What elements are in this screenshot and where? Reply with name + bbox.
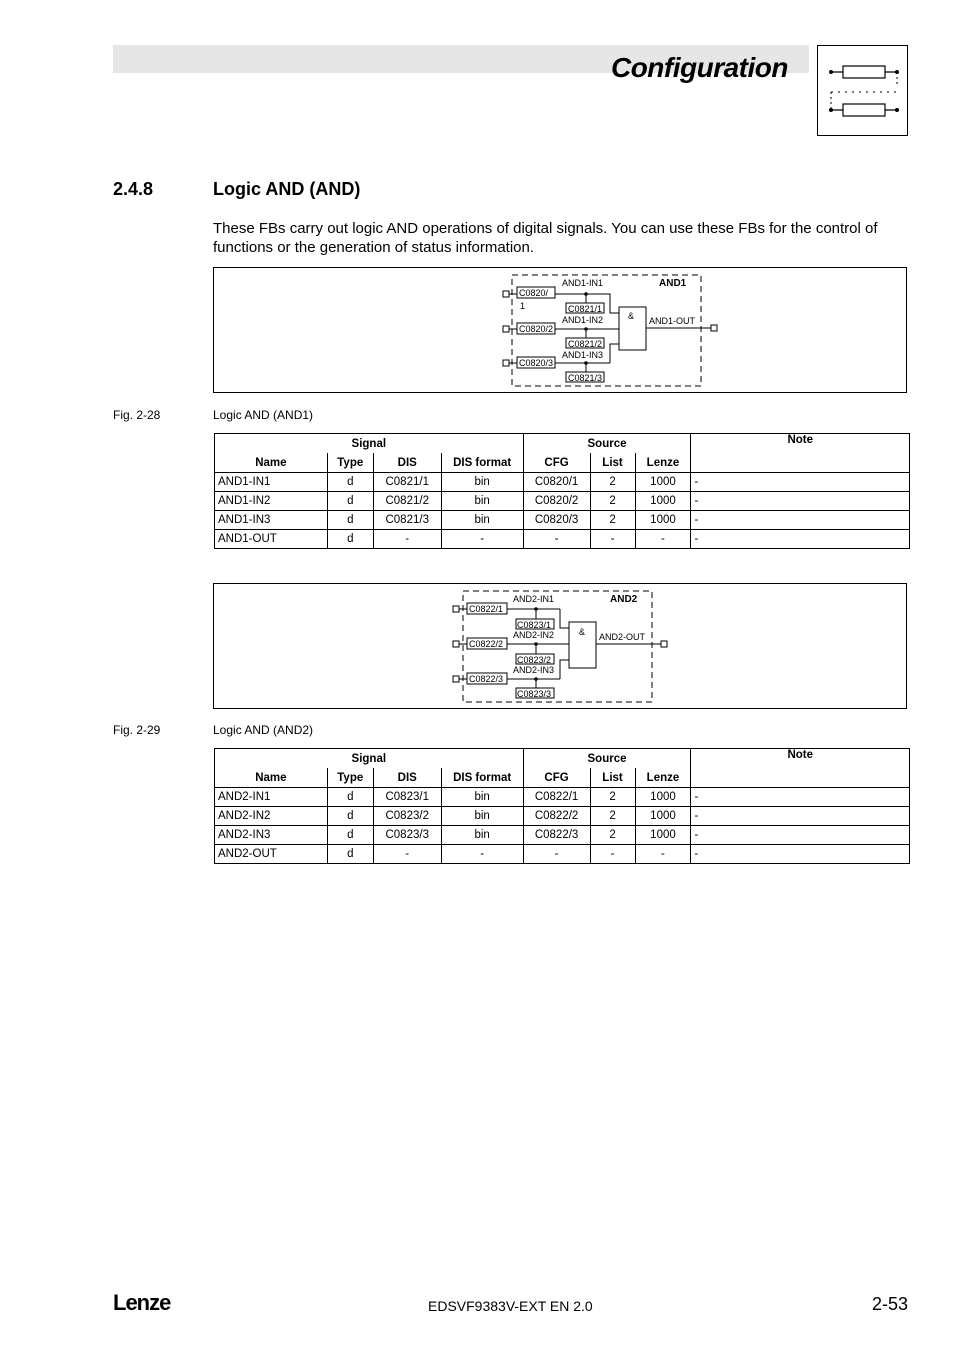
col-lenze: Lenze bbox=[635, 768, 691, 788]
table-row bbox=[215, 826, 910, 845]
table-cell: C0823/3 bbox=[373, 826, 441, 845]
table-cell: AND1-IN2 bbox=[215, 492, 328, 511]
input-3-dis: C0823/3 bbox=[517, 689, 552, 699]
table-cell: - bbox=[590, 845, 635, 864]
input-1-name: AND1-IN1 bbox=[562, 278, 604, 288]
lenze-logo: Lenze bbox=[113, 1290, 171, 1315]
table-cell: bin bbox=[441, 807, 523, 826]
circuit-icon bbox=[817, 45, 908, 136]
input-2-cfg: C0820/2 bbox=[519, 324, 554, 334]
table-cell: 1000 bbox=[635, 492, 691, 511]
table-cell: AND1-OUT bbox=[215, 530, 328, 549]
input-3-name: AND1-IN3 bbox=[562, 350, 604, 360]
input-3-dis: C0821/3 bbox=[568, 373, 603, 383]
col-list: List bbox=[590, 453, 635, 473]
col-cfg: CFG bbox=[523, 453, 590, 473]
input-2-dis: C0821/2 bbox=[568, 339, 603, 349]
table-cell: C0822/2 bbox=[523, 807, 590, 826]
table-cell: 2 bbox=[590, 511, 635, 530]
table-cell: - bbox=[373, 530, 441, 549]
table-cell: 2 bbox=[590, 807, 635, 826]
col-name: Name bbox=[215, 768, 328, 788]
input-3-name: AND2-IN3 bbox=[513, 665, 555, 675]
table-body bbox=[215, 473, 910, 549]
table-cell: d bbox=[327, 788, 373, 807]
table-cell: - bbox=[373, 845, 441, 864]
col-dis: DIS bbox=[373, 768, 441, 788]
table-cell: AND1-IN1 bbox=[215, 473, 328, 492]
table-cell: bin bbox=[441, 788, 523, 807]
table-cell: - bbox=[523, 845, 590, 864]
table-cell: C0820/3 bbox=[523, 511, 590, 530]
figure-and1 bbox=[213, 267, 907, 393]
table-cell: - bbox=[691, 788, 910, 807]
table-cell: 1000 bbox=[635, 807, 691, 826]
table-cell: 2 bbox=[590, 826, 635, 845]
section-number: 2.4.8 bbox=[113, 179, 154, 199]
out-label: AND1-OUT bbox=[649, 316, 696, 326]
signal-table-and2 bbox=[214, 748, 910, 864]
table-row bbox=[215, 492, 910, 511]
signal-table-and1 bbox=[214, 433, 910, 549]
input-1-dis: C0823/1 bbox=[517, 620, 552, 630]
note-header: Note bbox=[691, 749, 910, 788]
table-cell: bin bbox=[441, 511, 523, 530]
col-name: Name bbox=[215, 453, 328, 473]
table-cell: C0821/3 bbox=[373, 511, 441, 530]
table-cell: 1000 bbox=[635, 473, 691, 492]
intro-paragraph: These FBs carry out logic AND operations of digital signals. You can use these FBs for the control of functions or the generation of status information. bbox=[213, 220, 878, 256]
table-row bbox=[215, 511, 910, 530]
table-cell: d bbox=[327, 492, 373, 511]
source-header: Source bbox=[523, 749, 691, 769]
table-cell: - bbox=[691, 826, 910, 845]
table-cell: AND2-OUT bbox=[215, 845, 328, 864]
signal-header: Signal bbox=[215, 434, 524, 454]
and2-block-diagram bbox=[214, 584, 906, 708]
table-cell: C0823/1 bbox=[373, 788, 441, 807]
table-cell: - bbox=[441, 530, 523, 549]
input-2-dis: C0823/2 bbox=[517, 655, 552, 665]
col-type: Type bbox=[327, 453, 373, 473]
table-cell: bin bbox=[441, 492, 523, 511]
table-cell: d bbox=[327, 826, 373, 845]
table-cell: bin bbox=[441, 473, 523, 492]
table-cell: - bbox=[691, 530, 910, 549]
document-id: EDSVF9383V-EXT EN 2.0 bbox=[428, 1298, 593, 1314]
gate-symbol: & bbox=[628, 311, 635, 321]
source-header: Source bbox=[523, 434, 691, 454]
table-cell: d bbox=[327, 807, 373, 826]
figure-caption-29: Logic AND (AND2) bbox=[213, 723, 314, 737]
table-cell: - bbox=[523, 530, 590, 549]
col-type: Type bbox=[327, 768, 373, 788]
page-number: 2-53 bbox=[871, 1294, 908, 1314]
input-3-cfg: C0822/3 bbox=[469, 674, 504, 684]
table-cell: C0822/1 bbox=[523, 788, 590, 807]
table-cell: 2 bbox=[590, 473, 635, 492]
input-3-cfg: C0820/3 bbox=[519, 358, 554, 368]
input-2-name: AND1-IN2 bbox=[562, 315, 604, 325]
table-cell: C0821/1 bbox=[373, 473, 441, 492]
table-cell: - bbox=[635, 530, 691, 549]
input-1-cfg-extra: 1 bbox=[520, 301, 526, 311]
table-row bbox=[215, 845, 910, 864]
table-cell: C0823/2 bbox=[373, 807, 441, 826]
col-lenze: Lenze bbox=[635, 453, 691, 473]
out-label: AND2-OUT bbox=[599, 632, 646, 642]
note-header: Note bbox=[691, 434, 910, 473]
table-cell: C0822/3 bbox=[523, 826, 590, 845]
table-cell: - bbox=[590, 530, 635, 549]
table-row bbox=[215, 788, 910, 807]
table-cell: - bbox=[691, 807, 910, 826]
table-cell: - bbox=[691, 492, 910, 511]
figure-and2 bbox=[213, 583, 907, 709]
table-cell: 1000 bbox=[635, 788, 691, 807]
table-cell: d bbox=[327, 530, 373, 549]
table-cell: d bbox=[327, 473, 373, 492]
gate-symbol: & bbox=[579, 627, 586, 637]
block-name: AND2 bbox=[610, 594, 638, 605]
table-cell: bin bbox=[441, 826, 523, 845]
table-cell: d bbox=[327, 511, 373, 530]
figure-label-29: Fig. 2-29 bbox=[113, 723, 161, 737]
table-row bbox=[215, 530, 910, 549]
table-row bbox=[215, 473, 910, 492]
input-2-cfg: C0822/2 bbox=[469, 639, 504, 649]
col-cfg: CFG bbox=[523, 768, 590, 788]
table-cell: 2 bbox=[590, 492, 635, 511]
col-list: List bbox=[590, 768, 635, 788]
table-cell: 1000 bbox=[635, 511, 691, 530]
table-cell: C0821/2 bbox=[373, 492, 441, 511]
col-dis: DIS bbox=[373, 453, 441, 473]
table-cell: AND2-IN1 bbox=[215, 788, 328, 807]
table-cell: C0820/2 bbox=[523, 492, 590, 511]
table-cell: AND2-IN2 bbox=[215, 807, 328, 826]
input-1-cfg: C0822/1 bbox=[469, 604, 504, 614]
col-dis-format: DIS format bbox=[441, 453, 523, 473]
table-cell: - bbox=[691, 845, 910, 864]
input-1-cfg: C0820/ bbox=[519, 288, 549, 298]
table-cell: AND1-IN3 bbox=[215, 511, 328, 530]
col-dis-format: DIS format bbox=[441, 768, 523, 788]
input-1-dis: C0821/1 bbox=[568, 304, 603, 314]
table-body bbox=[215, 788, 910, 864]
table-cell: AND2-IN3 bbox=[215, 826, 328, 845]
table-cell: 1000 bbox=[635, 826, 691, 845]
table-cell: - bbox=[691, 511, 910, 530]
page-title: Configuration bbox=[610, 52, 788, 83]
section-title: Logic AND (AND) bbox=[213, 179, 361, 199]
table-cell: - bbox=[691, 473, 910, 492]
input-1-name: AND2-IN1 bbox=[513, 594, 555, 604]
signal-header: Signal bbox=[215, 749, 524, 769]
table-cell: d bbox=[327, 845, 373, 864]
input-2-name: AND2-IN2 bbox=[513, 630, 555, 640]
table-row bbox=[215, 807, 910, 826]
table-cell: 2 bbox=[590, 788, 635, 807]
figure-label-28: Fig. 2-28 bbox=[113, 408, 161, 422]
and1-block-diagram bbox=[214, 268, 906, 392]
block-name: AND1 bbox=[659, 278, 687, 289]
table-cell: C0820/1 bbox=[523, 473, 590, 492]
figure-caption-28: Logic AND (AND1) bbox=[213, 408, 314, 422]
table-cell: - bbox=[635, 845, 691, 864]
table-cell: - bbox=[441, 845, 523, 864]
